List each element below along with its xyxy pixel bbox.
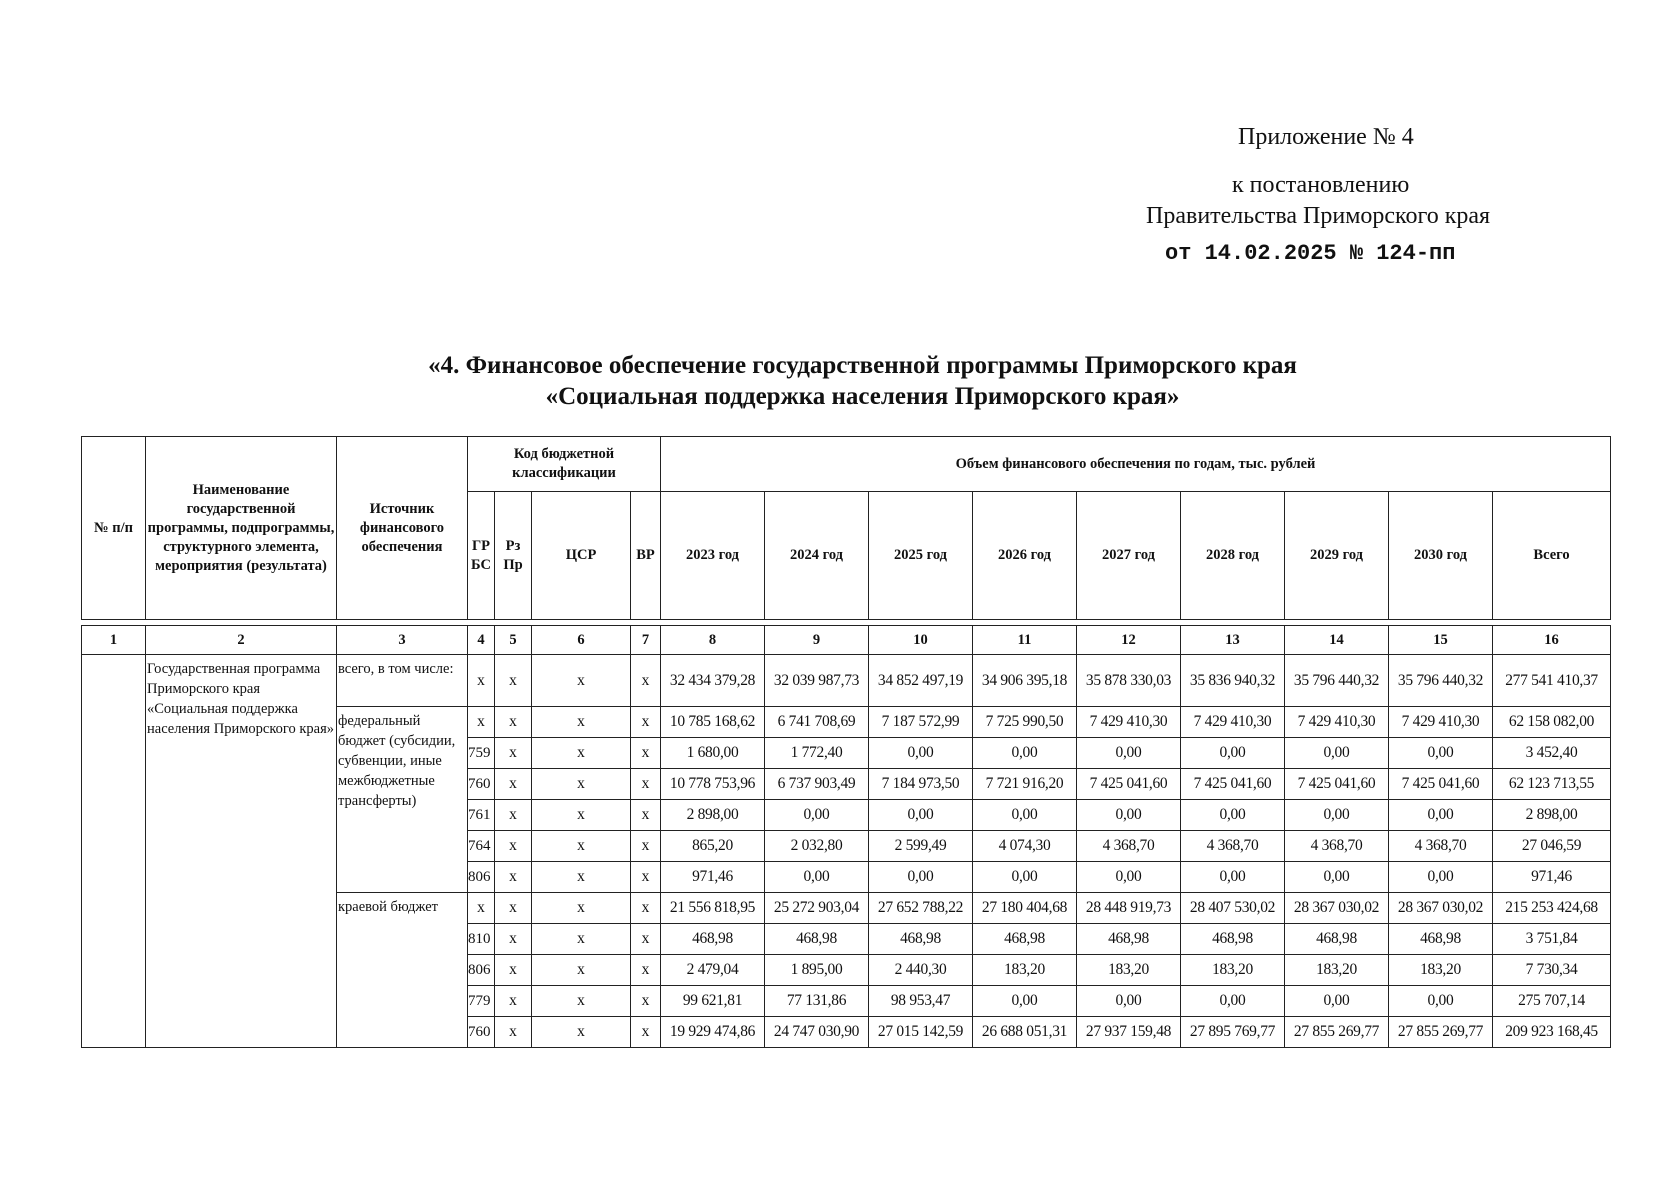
value-year-cell: 0,00: [1389, 800, 1493, 831]
grbs-cell: x: [468, 893, 495, 924]
table-body: [82, 655, 1611, 1048]
value-year-cell: 35 796 440,32: [1285, 655, 1389, 707]
rzpr-cell: x: [495, 769, 532, 800]
grbs-cell: 810: [468, 924, 495, 955]
value-year-cell: 183,20: [1181, 955, 1285, 986]
value-year-cell: 0,00: [869, 800, 973, 831]
value-year-cell: 35 878 330,03: [1077, 655, 1181, 707]
value-year-cell: 4 368,70: [1181, 831, 1285, 862]
column-number: 5: [495, 626, 532, 655]
program-name: Государственная программа Приморского края «Социальная поддержка населения Приморского края»: [146, 655, 337, 1048]
column-number: 8: [661, 626, 765, 655]
csr-cell: x: [532, 738, 631, 769]
value-year-cell: 183,20: [1077, 955, 1181, 986]
value-year-cell: 468,98: [1181, 924, 1285, 955]
header-csr: ЦСР: [532, 492, 631, 620]
value-year-cell: 2 440,30: [869, 955, 973, 986]
value-year-cell: 0,00: [1389, 738, 1493, 769]
csr-cell: x: [532, 955, 631, 986]
column-number: 9: [765, 626, 869, 655]
appendix-block: [1130, 122, 1610, 269]
rzpr-cell: x: [495, 924, 532, 955]
value-year-cell: 7 425 041,60: [1389, 769, 1493, 800]
finance-table: [81, 436, 1611, 1048]
header-year: 2028 год: [1181, 492, 1285, 620]
header-name: Наименование государственной программы, подпрограммы, структурного элемента, мероприятия (результата): [146, 437, 337, 620]
rzpr-cell: x: [495, 800, 532, 831]
value-total-cell: 215 253 424,68: [1493, 893, 1611, 924]
value-year-cell: 0,00: [869, 738, 973, 769]
column-number: 13: [1181, 626, 1285, 655]
column-number: 10: [869, 626, 973, 655]
source-total: всего, в том числе:: [337, 655, 468, 707]
value-total-cell: 62 123 713,55: [1493, 769, 1611, 800]
value-year-cell: 468,98: [765, 924, 869, 955]
vr-cell: x: [631, 986, 661, 1017]
value-year-cell: 7 429 410,30: [1285, 707, 1389, 738]
value-year-cell: 0,00: [1285, 800, 1389, 831]
csr-cell: x: [532, 800, 631, 831]
column-number: 4: [468, 626, 495, 655]
header-year: 2023 год: [661, 492, 765, 620]
table-row: [82, 655, 1611, 707]
rzpr-cell: x: [495, 1017, 532, 1048]
grbs-cell: 760: [468, 1017, 495, 1048]
value-year-cell: 34 852 497,19: [869, 655, 973, 707]
rzpr-cell: x: [495, 707, 532, 738]
value-total-cell: 275 707,14: [1493, 986, 1611, 1017]
value-year-cell: 7 425 041,60: [1181, 769, 1285, 800]
column-number: 1: [82, 626, 146, 655]
value-total-cell: 27 046,59: [1493, 831, 1611, 862]
value-year-cell: 7 429 410,30: [1077, 707, 1181, 738]
appendix-title: Приложение № 4: [1238, 124, 1414, 150]
grbs-cell: x: [468, 655, 495, 707]
source-regional: краевой бюджет: [337, 893, 468, 1048]
csr-cell: x: [532, 924, 631, 955]
header-year: 2025 год: [869, 492, 973, 620]
value-year-cell: 4 368,70: [1077, 831, 1181, 862]
value-year-cell: 19 929 474,86: [661, 1017, 765, 1048]
value-year-cell: 28 407 530,02: [1181, 893, 1285, 924]
value-year-cell: 0,00: [1077, 986, 1181, 1017]
value-year-cell: 7 425 041,60: [1285, 769, 1389, 800]
value-year-cell: 27 895 769,77: [1181, 1017, 1285, 1048]
value-year-cell: 25 272 903,04: [765, 893, 869, 924]
vr-cell: x: [631, 800, 661, 831]
grbs-cell: 759: [468, 738, 495, 769]
column-number: 6: [532, 626, 631, 655]
csr-cell: x: [532, 862, 631, 893]
csr-cell: x: [532, 655, 631, 707]
value-year-cell: 468,98: [869, 924, 973, 955]
header-year: 2029 год: [1285, 492, 1389, 620]
column-number: 11: [973, 626, 1077, 655]
value-total-cell: 3 751,84: [1493, 924, 1611, 955]
rzpr-cell: x: [495, 738, 532, 769]
header-vr: ВР: [631, 492, 661, 620]
value-year-cell: 28 448 919,73: [1077, 893, 1181, 924]
value-year-cell: 6 737 903,49: [765, 769, 869, 800]
value-year-cell: 0,00: [1389, 862, 1493, 893]
rzpr-cell: x: [495, 955, 532, 986]
value-year-cell: 2 479,04: [661, 955, 765, 986]
value-year-cell: 27 855 269,77: [1389, 1017, 1493, 1048]
value-year-cell: 10 785 168,62: [661, 707, 765, 738]
value-total-cell: 209 923 168,45: [1493, 1017, 1611, 1048]
value-year-cell: 0,00: [869, 862, 973, 893]
rzpr-cell: x: [495, 893, 532, 924]
vr-cell: x: [631, 955, 661, 986]
column-number: 7: [631, 626, 661, 655]
vr-cell: x: [631, 655, 661, 707]
rzpr-cell: x: [495, 655, 532, 707]
value-year-cell: 35 796 440,32: [1389, 655, 1493, 707]
value-year-cell: 0,00: [1181, 862, 1285, 893]
column-number: 3: [337, 626, 468, 655]
value-year-cell: 468,98: [1077, 924, 1181, 955]
vr-cell: x: [631, 924, 661, 955]
csr-cell: x: [532, 831, 631, 862]
header-code-group: Код бюджетной классификации: [468, 437, 661, 492]
value-year-cell: 7 721 916,20: [973, 769, 1077, 800]
grbs-cell: 806: [468, 955, 495, 986]
value-year-cell: 34 906 395,18: [973, 655, 1077, 707]
value-year-cell: 0,00: [1181, 738, 1285, 769]
value-year-cell: 7 425 041,60: [1077, 769, 1181, 800]
value-year-cell: 28 367 030,02: [1389, 893, 1493, 924]
header-num: № п/п: [82, 437, 146, 620]
csr-cell: x: [532, 769, 631, 800]
vr-cell: x: [631, 893, 661, 924]
document-title: [0, 350, 1665, 412]
vr-cell: x: [631, 707, 661, 738]
vr-cell: x: [631, 831, 661, 862]
title-line-1: «4. Финансовое обеспечение государственной программы Приморского края: [428, 352, 1297, 379]
vr-cell: x: [631, 738, 661, 769]
value-year-cell: 0,00: [973, 800, 1077, 831]
value-year-cell: 32 434 379,28: [661, 655, 765, 707]
value-year-cell: 0,00: [1285, 862, 1389, 893]
value-year-cell: 1 680,00: [661, 738, 765, 769]
value-total-cell: 7 730,34: [1493, 955, 1611, 986]
value-year-cell: 865,20: [661, 831, 765, 862]
value-year-cell: 468,98: [1285, 924, 1389, 955]
value-year-cell: 1 772,40: [765, 738, 869, 769]
value-year-cell: 77 131,86: [765, 986, 869, 1017]
value-year-cell: 4 074,30: [973, 831, 1077, 862]
grbs-cell: x: [468, 707, 495, 738]
value-year-cell: 24 747 030,90: [765, 1017, 869, 1048]
value-year-cell: 27 652 788,22: [869, 893, 973, 924]
value-year-cell: 0,00: [765, 800, 869, 831]
value-year-cell: 468,98: [973, 924, 1077, 955]
vr-cell: x: [631, 862, 661, 893]
value-year-cell: 0,00: [1077, 800, 1181, 831]
header-volume-group: Объем финансового обеспечения по годам, тыс. рублей: [661, 437, 1611, 492]
value-total-cell: 2 898,00: [1493, 800, 1611, 831]
value-year-cell: 2 032,80: [765, 831, 869, 862]
value-year-cell: 183,20: [973, 955, 1077, 986]
vr-cell: x: [631, 1017, 661, 1048]
csr-cell: x: [532, 986, 631, 1017]
value-year-cell: 468,98: [661, 924, 765, 955]
value-year-cell: 27 937 159,48: [1077, 1017, 1181, 1048]
source-federal: федеральный бюджет (субсидии, субвенции, иные межбюджетные трансферты): [337, 707, 468, 893]
grbs-cell: 779: [468, 986, 495, 1017]
csr-cell: x: [532, 1017, 631, 1048]
value-year-cell: 99 621,81: [661, 986, 765, 1017]
grbs-cell: 764: [468, 831, 495, 862]
value-year-cell: 0,00: [1285, 986, 1389, 1017]
column-number: 2: [146, 626, 337, 655]
header-year: 2024 год: [765, 492, 869, 620]
value-total-cell: 62 158 082,00: [1493, 707, 1611, 738]
value-year-cell: 35 836 940,32: [1181, 655, 1285, 707]
header-year: 2026 год: [973, 492, 1077, 620]
appendix-ref: к постановлению: [1232, 172, 1410, 198]
value-year-cell: 4 368,70: [1285, 831, 1389, 862]
value-year-cell: 0,00: [1181, 800, 1285, 831]
value-year-cell: 32 039 987,73: [765, 655, 869, 707]
value-year-cell: 0,00: [765, 862, 869, 893]
value-total-cell: 3 452,40: [1493, 738, 1611, 769]
value-year-cell: 0,00: [1077, 738, 1181, 769]
column-number: 14: [1285, 626, 1389, 655]
column-number: 15: [1389, 626, 1493, 655]
value-year-cell: 4 368,70: [1389, 831, 1493, 862]
value-year-cell: 2 599,49: [869, 831, 973, 862]
value-year-cell: 27 015 142,59: [869, 1017, 973, 1048]
value-year-cell: 7 429 410,30: [1181, 707, 1285, 738]
value-year-cell: 21 556 818,95: [661, 893, 765, 924]
value-year-cell: 7 184 973,50: [869, 769, 973, 800]
value-year-cell: 1 895,00: [765, 955, 869, 986]
row-number-cell: [82, 655, 146, 1048]
header-total: Всего: [1493, 492, 1611, 620]
grbs-cell: 806: [468, 862, 495, 893]
value-year-cell: 7 725 990,50: [973, 707, 1077, 738]
value-year-cell: 0,00: [973, 862, 1077, 893]
value-year-cell: 0,00: [973, 986, 1077, 1017]
value-year-cell: 0,00: [1181, 986, 1285, 1017]
value-year-cell: 183,20: [1285, 955, 1389, 986]
value-year-cell: 7 429 410,30: [1389, 707, 1493, 738]
value-year-cell: 0,00: [1077, 862, 1181, 893]
vr-cell: x: [631, 769, 661, 800]
header-year: 2030 год: [1389, 492, 1493, 620]
column-number: 16: [1493, 626, 1611, 655]
value-year-cell: 0,00: [1285, 738, 1389, 769]
appendix-authority: Правительства Приморского края: [1146, 203, 1491, 229]
column-number: 12: [1077, 626, 1181, 655]
header-rzpr: Рз Пр: [495, 492, 532, 620]
value-year-cell: 0,00: [973, 738, 1077, 769]
rzpr-cell: x: [495, 862, 532, 893]
value-total-cell: 277 541 410,37: [1493, 655, 1611, 707]
title-line-2: «Социальная поддержка населения Приморского края»: [545, 383, 1180, 410]
rzpr-cell: x: [495, 831, 532, 862]
value-year-cell: 28 367 030,02: [1285, 893, 1389, 924]
value-year-cell: 27 180 404,68: [973, 893, 1077, 924]
csr-cell: x: [532, 893, 631, 924]
value-year-cell: 183,20: [1389, 955, 1493, 986]
value-year-cell: 971,46: [661, 862, 765, 893]
value-year-cell: 98 953,47: [869, 986, 973, 1017]
value-year-cell: 7 187 572,99: [869, 707, 973, 738]
grbs-cell: 761: [468, 800, 495, 831]
value-total-cell: 971,46: [1493, 862, 1611, 893]
value-year-cell: 468,98: [1389, 924, 1493, 955]
header-year: 2027 год: [1077, 492, 1181, 620]
value-year-cell: 2 898,00: [661, 800, 765, 831]
header-grbs: ГР БС: [468, 492, 495, 620]
value-year-cell: 27 855 269,77: [1285, 1017, 1389, 1048]
header-source: Источник финансового обеспечения: [337, 437, 468, 620]
value-year-cell: 6 741 708,69: [765, 707, 869, 738]
appendix-date-number: от 14.02.2025 № 124-пп: [1165, 241, 1456, 266]
value-year-cell: 0,00: [1389, 986, 1493, 1017]
grbs-cell: 760: [468, 769, 495, 800]
csr-cell: x: [532, 707, 631, 738]
rzpr-cell: x: [495, 986, 532, 1017]
value-year-cell: 10 778 753,96: [661, 769, 765, 800]
value-year-cell: 26 688 051,31: [973, 1017, 1077, 1048]
